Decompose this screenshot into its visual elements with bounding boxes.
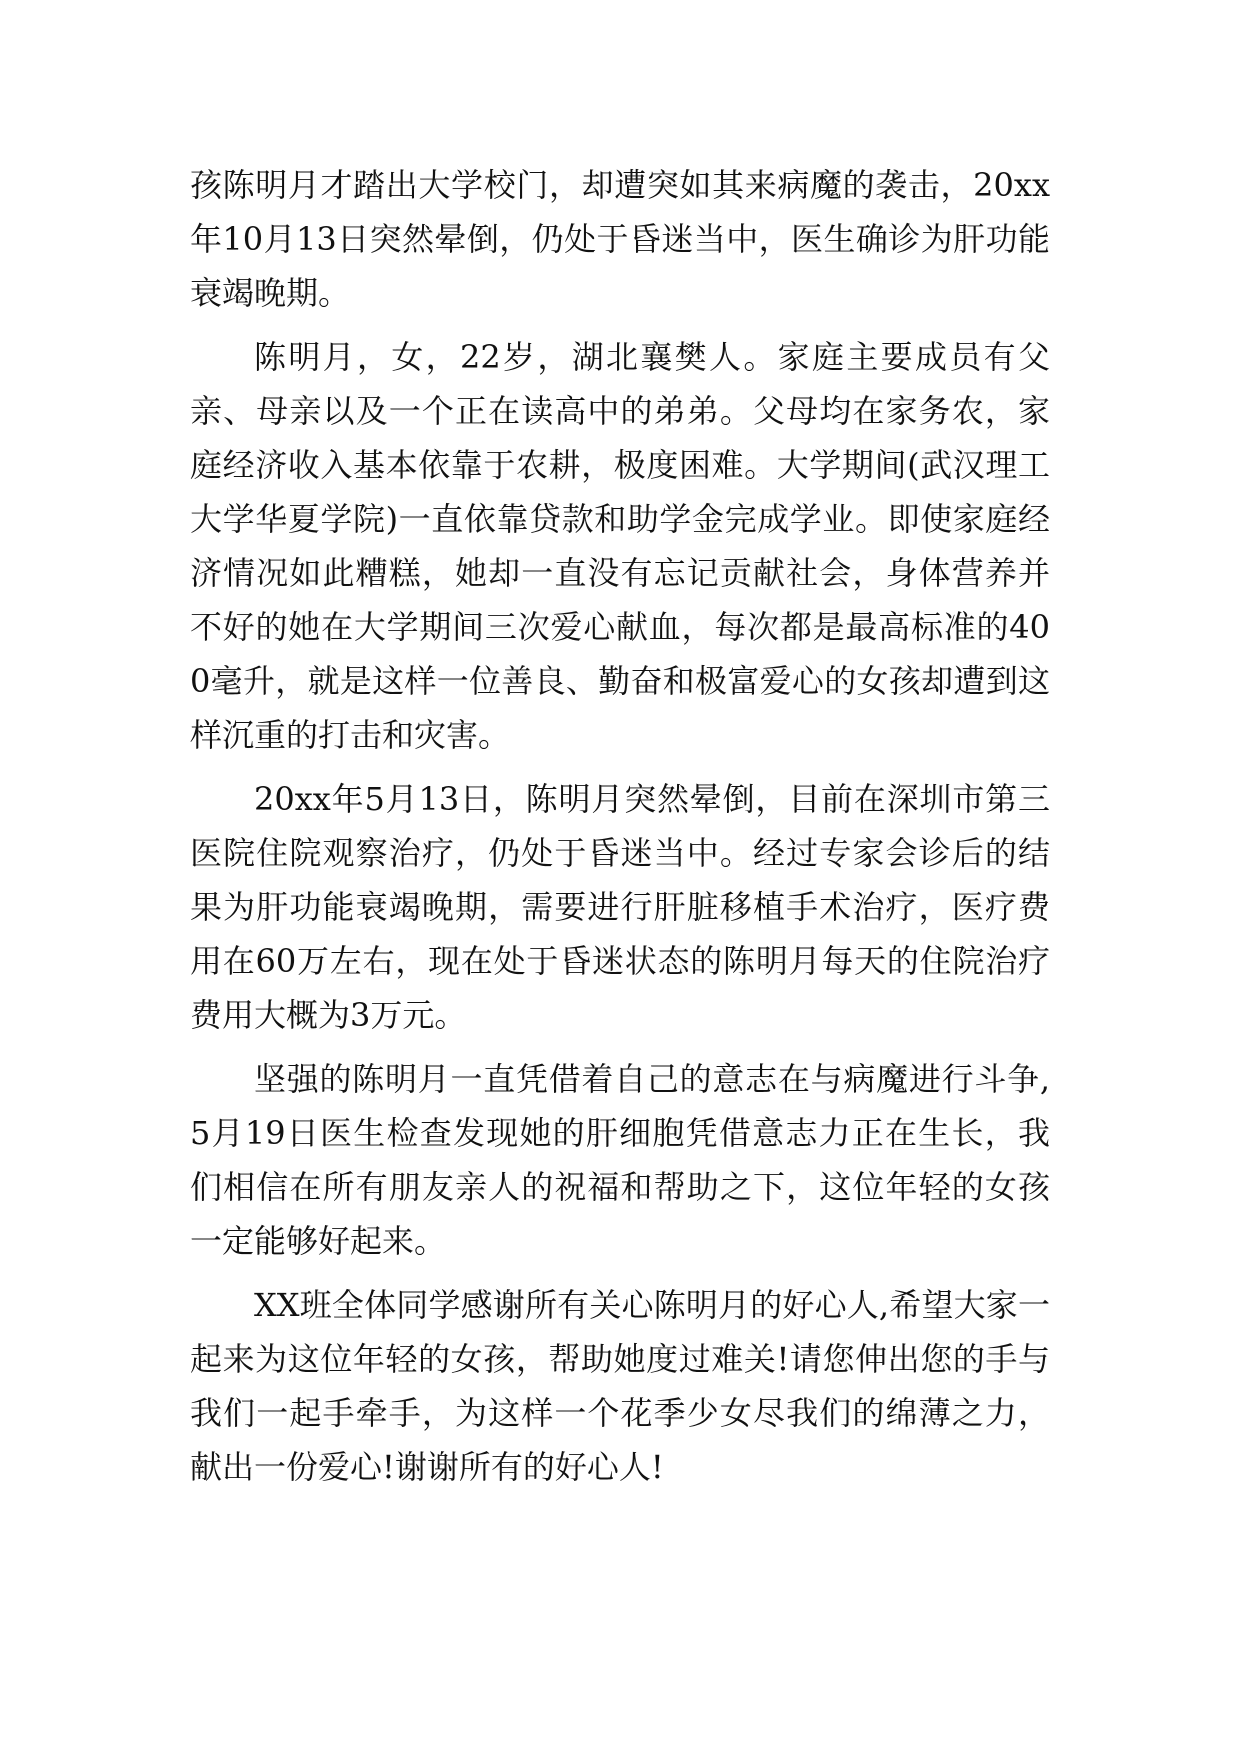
paragraph-background: 陈明月，女，22岁，湖北襄樊人。家庭主要成员有父亲、母亲以及一个正在读高中的弟弟。父母均在家务农，家庭经济收入基本依靠于农耕，极度困难。大学期间(武汉理工大学华夏学院)一直依靠贷款和助学金完成学业。即使家庭经济情况如此糟糕，她却一直没有忘记贡献社会，身体营养并不好的她在大学期间三次爱心献血，每次都是最高标准的400毫升，就是这样一位善良、勤奋和极富爱心的女孩却遭到这样沉重的打击和灾害。 xyxy=(190,338,1050,754)
paragraph-condition: 20xx年5月13日，陈明月突然晕倒，目前在深圳市第三医院住院观察治疗，仍处于昏迷当中。经过专家会诊后的结果为肝功能衰竭晚期，需要进行肝脏移植手术治疗，医疗费用在60万左右，现在处于昏迷状态的陈明月每天的住院治疗费用大概为3万元。 xyxy=(190,780,1050,1034)
paragraph-continuation: 孩陈明月才踏出大学校门，却遭突如其来病魔的袭击，20xx年10月13日突然晕倒，仍处于昏迷当中，医生确诊为肝功能衰竭晚期。 xyxy=(190,166,1050,312)
document-body xyxy=(190,158,1050,1504)
paragraph-recovery: 坚强的陈明月一直凭借着自己的意志在与病魔进行斗争,5月19日医生检查发现她的肝细胞凭借意志力正在生长，我们相信在所有朋友亲人的祝福和帮助之下，这位年轻的女孩一定能够好起来。 xyxy=(190,1060,1050,1260)
paragraph-appeal: XX班全体同学感谢所有关心陈明月的好心人,希望大家一起来为这位年轻的女孩，帮助她度过难关!请您伸出您的手与我们一起手牵手，为这样一个花季少女尽我们的绵薄之力，献出一份爱心!谢谢所有的好心人! xyxy=(190,1286,1050,1486)
